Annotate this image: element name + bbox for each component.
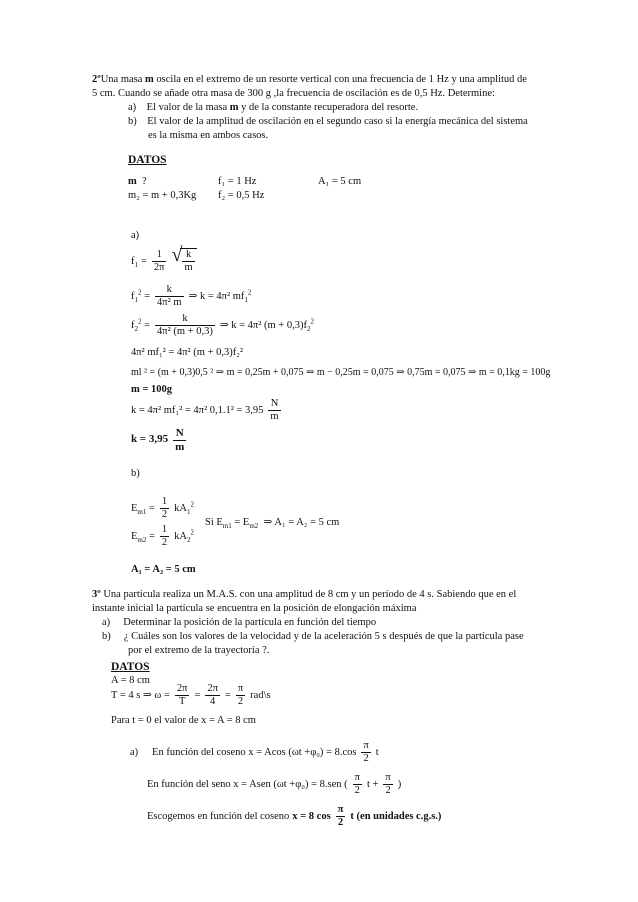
problem3-datos-t0: Para t = 0 el valor de x = A = 8 cm [111,715,256,726]
problem2-item-b: b) El valor de la amplitud de oscilación en el segundo caso si la energía mecánica del sistema [128,116,528,127]
problem3-number: 3º [92,589,101,600]
equation-em2: $E_{m2}$ = $\frac{1}{2}$ $kA_2^2$ [131,524,195,549]
problem2-datos-f2: f₂ = 0,5 Hz [218,190,265,201]
problem2-section-a: a) [131,230,140,241]
equation-frequency: $f_1$ = $\frac{1}{2\pi}$ √ $\frac{k}{m}$ [131,248,197,274]
answer-sen: En función del seno x = Asen (ωt +φ₀) = 8.sen ( $\frac{\pi}{2}$ t + $\frac{\pi}{2}$ ) [147,772,402,797]
equation-solve-m: ml ² = (m + 0,3)0,5 ² ⇒ m = 0,25m + 0,075 ⇒ m − 0,25m = 0,075 ⇒ 0,75m = 0,075 ⇒ m = 0,1kg = 100g [131,367,551,378]
answer-choice: Escogemos en función del coseno x = 8 cos $\frac{\pi}{2}$ t (en unidades c.g.s.) [147,804,442,829]
problem3-datos-omega: T = 4 s ⇒ ω = $\frac{2\pi}{T}$ = $\frac{2\pi}{4}$ = $\frac{\pi}{2}$ rad\s [111,683,271,708]
problem2-item-b-cont: es la misma en ambos casos. [148,130,269,141]
equation-energy-condition: Si $E_{m1} = E_{m2}$ ⇒ A₁ = A₂ = 5 cm [205,517,340,531]
equation-em1: $E_{m1}$ = $\frac{1}{2}$ $kA_1^2$ [131,496,195,521]
problem2-datos-a1: A₁ = 5 cm [318,176,362,187]
problem3-line1: 3º Una partícula realiza un M.A.S. con una amplitud de 8 cm y un período de 4 s. Sabiendo que en el [92,589,517,600]
problem2-datos-m: m ? [128,176,147,187]
result-m: m = 100g [131,384,172,395]
problem3-datos-a: A = 8 cm [111,675,150,686]
problem2-item-a: a) El valor de la masa m y de la constante recuperadora del resorte. [128,102,419,113]
problem2-section-b: b) [131,468,140,479]
equation-k-f1: $f_1^2$ = $\frac{k}{\text{4π² m}}$ ⇒ k = 4π² $mf_1^2$ [131,284,252,309]
problem2-line2: 5 cm. Cuando se añade otra masa de 300 g ,la frecuencia de oscilación es de 0,5 Hz. Determine: [92,88,495,99]
problem2-number: 2º [92,74,101,85]
equation-k-value: k = 4π² mf₁² = 4π² 0,1.1² = 3,95 $\frac{N}{m}$ [131,398,279,423]
problem2-datos-title: DATOS [128,154,167,166]
problem3-datos-title: DATOS [111,661,150,673]
equation-k-f2: $f_2^2$ = $\frac{k}{\text{4π² (m + 0,3)}}$ ⇒ k = 4π² $(m + 0,3)f_2^2$ [131,313,314,338]
problem3-item-a: a) Determinar la posición de la partícula en función del tiempo [102,617,377,628]
problem2-datos-m2: m₂ = m + 0,3Kg [128,190,197,201]
problem3-line2: instante inicial la partícula se encuentra en la posición de elongación máxima [92,603,417,614]
answer-cos: a) En función del coseno x = Acos (ωt +φ₀) = 8.cos $\frac{\pi}{2}$ t [130,740,379,765]
problem2-datos-f1: f₁ = 1 Hz [218,176,257,187]
result-k: k = 3,95 $\frac{N}{m}$ [131,427,185,453]
problem2-line1: 2ºUna masa m oscila en el extremo de un resorte vertical con una frecuencia de 1 Hz y una amplitud de [92,74,527,85]
problem3-item-b-cont: por el extremo de la trayectoria ?. [128,645,270,656]
equation-equate: 4π² mf₁² = 4π² (m + 0,3)f₂² [131,347,244,358]
problem3-item-b: b) ¿ Cuáles son los valores de la velocidad y de la aceleración 5 s después de que la partícula pase [102,631,524,642]
result-amplitude: A₁ = A₂ = 5 cm [131,564,196,575]
